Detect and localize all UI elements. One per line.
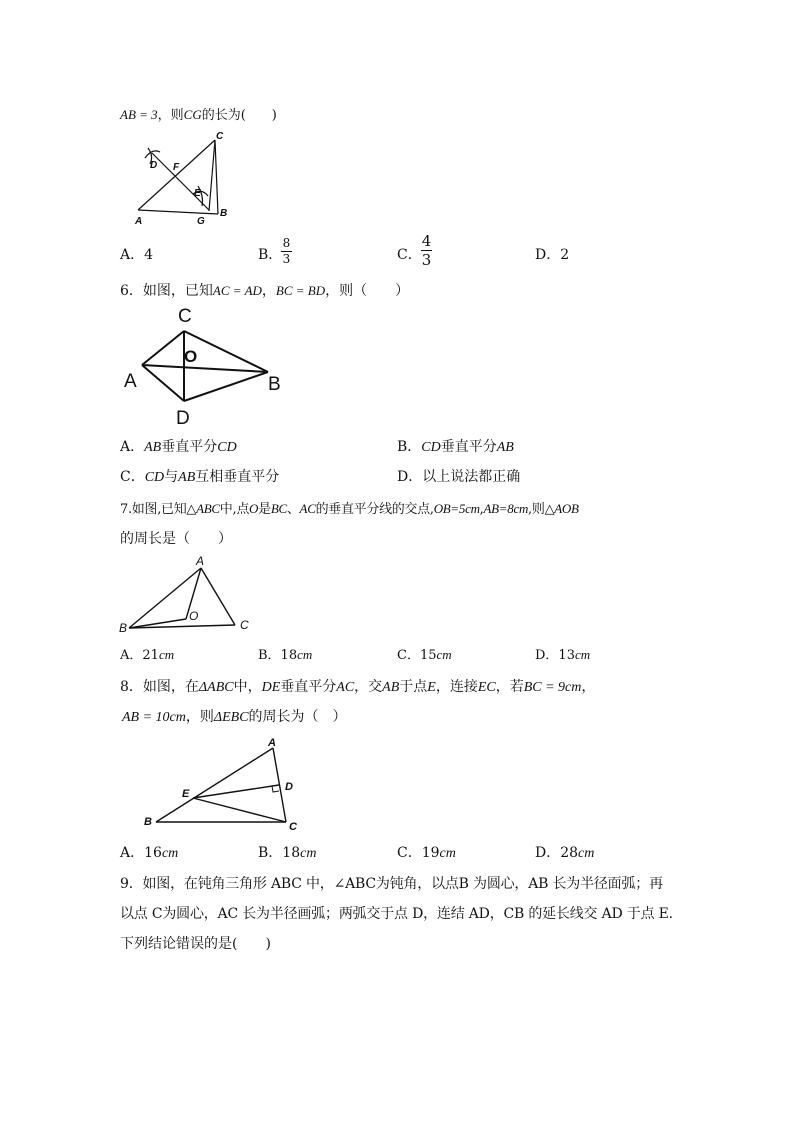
q5-stem-cg: CG xyxy=(183,107,202,122)
q8-label-d: D xyxy=(285,781,293,793)
q5-option-b-label: B． xyxy=(258,247,283,263)
q5-arc-d xyxy=(145,151,160,158)
q8-label-c: C xyxy=(289,821,297,833)
q7-math-abc: ABC xyxy=(196,501,220,516)
q7-text-a: 7.如图,已知△ xyxy=(120,502,197,517)
q6-stem-sep: ， xyxy=(261,283,276,299)
q6-stem-prefix: 6．如图，已知 xyxy=(120,283,213,299)
q5-bisector-line xyxy=(152,153,209,210)
q7-math-bc: BC xyxy=(270,501,287,516)
q7-stem-line2: 的周长是（ ） xyxy=(120,531,232,547)
q6-option-b-text: 垂直平分 xyxy=(440,439,497,455)
q6-option-b-label: B． xyxy=(397,439,422,455)
q7-math-aob: AOB xyxy=(554,501,579,516)
q8-option-c-unit: cm xyxy=(439,846,456,861)
q6-figure xyxy=(118,303,288,428)
q6-option-d: D．以上说法都正确 xyxy=(397,469,521,485)
q6-option-a-math2: CD xyxy=(217,440,237,455)
q8-stem-line1 xyxy=(120,676,595,696)
q7-text-f: , xyxy=(479,502,484,517)
q7-stem-line1 xyxy=(120,498,579,517)
q7-option-b-label: B．18 xyxy=(258,648,298,663)
q5-stem-end: 的长为( ) xyxy=(201,108,277,123)
q5-option-b-fraction xyxy=(281,237,292,266)
q5-side-cb xyxy=(215,140,218,214)
q7-label-b: B xyxy=(119,621,128,635)
q8-option-b-unit: cm xyxy=(300,846,317,861)
q7-math-ac: AC xyxy=(299,501,316,516)
q8-label-a: A xyxy=(268,737,276,749)
q6-option-c-text1: 与 xyxy=(164,469,179,485)
q6-stem-cond2: BC = BD xyxy=(275,283,326,298)
q7-option-b xyxy=(258,644,312,663)
q6-option-c-math2: AB xyxy=(178,470,196,485)
q8-text-c: 垂直平分 xyxy=(280,679,337,695)
q8-label-e: E xyxy=(182,788,190,800)
q5-label-e: E xyxy=(194,188,201,199)
q8-option-b xyxy=(258,842,316,862)
q6-option-c xyxy=(120,466,279,486)
q5-option-c-fraction xyxy=(421,233,432,268)
q6-option-c-label: C． xyxy=(120,469,145,485)
q8-segment-ec xyxy=(193,798,286,822)
q8-math-pt: E xyxy=(427,680,436,695)
q7-label-a: A xyxy=(196,554,205,568)
q8-side-ab xyxy=(156,748,273,822)
q6-diagonal-ab xyxy=(142,365,268,372)
q5-segment-cg xyxy=(209,140,215,211)
q8-math-ab: AB xyxy=(382,680,400,695)
q8-text-2b: 的周长为（ ） xyxy=(248,709,347,725)
q6-stem-end: ，则（ ） xyxy=(325,283,410,299)
q6-side-ac xyxy=(142,331,184,365)
q7-option-c-unit: cm xyxy=(436,647,452,662)
q7-text-c: 是 xyxy=(258,502,271,517)
q8-option-d-unit: cm xyxy=(578,846,595,861)
q8-text-2a: ，则 xyxy=(185,709,214,725)
q8-option-a xyxy=(120,842,178,862)
q7-option-d-label: D．13 xyxy=(535,648,575,663)
q6-option-a-math1: AB xyxy=(144,440,162,455)
q9-stem-line3: 下列结论错误的是( ) xyxy=(120,936,271,952)
q6-stem-cond1: AC = AD xyxy=(212,283,262,298)
q5-option-c xyxy=(397,244,422,264)
q9-stem-line1: 9．如图，在钝角三角形 ABC 中，∠ABC为钝角，以点B 为圆心，AB 长为半径面弧；再 xyxy=(120,876,663,892)
q7-label-c: C xyxy=(240,618,249,632)
q6-option-c-text2: 互相垂直平分 xyxy=(195,469,280,485)
q7-side-ac xyxy=(201,568,235,625)
q8-math-tri2: ΔEBC xyxy=(213,710,249,725)
q8-math-ec: EC xyxy=(477,680,496,695)
q6-option-a-text: 垂直平分 xyxy=(161,439,218,455)
q8-text-g: ，若 xyxy=(495,679,524,695)
q6-label-d: D xyxy=(176,408,190,428)
q8-text-h: ， xyxy=(581,679,596,695)
q7-math-ob: OB=5cm xyxy=(433,501,480,516)
q8-option-a-unit: cm xyxy=(161,846,179,861)
q8-label-b: B xyxy=(144,816,152,828)
q6-option-a xyxy=(120,436,237,456)
q5-stem xyxy=(120,104,277,123)
q7-option-a xyxy=(120,644,174,663)
q8-text-b: 中， xyxy=(233,679,262,695)
q7-option-a-unit: cm xyxy=(158,647,175,662)
q5-label-a: A xyxy=(135,216,143,227)
q5-stem-ab: AB = 3 xyxy=(120,107,158,122)
q6-label-c: C xyxy=(178,306,192,327)
q8-text-a: 8．如图，在 xyxy=(120,679,199,695)
q5-label-c: C xyxy=(216,131,224,142)
q8-text-f: ，连接 xyxy=(435,679,478,695)
q5-label-f: F xyxy=(173,162,180,173)
q6-option-b-math1: CD xyxy=(421,440,441,455)
q7-text-e: 的垂直平分线的交点, xyxy=(315,502,434,517)
q8-segment-ed xyxy=(193,785,279,798)
q6-label-o: O xyxy=(184,347,198,366)
q5-option-a: A．4 xyxy=(120,247,154,263)
q8-option-d-label: D．28 xyxy=(535,845,579,861)
q7-option-c xyxy=(397,644,452,663)
q7-option-c-label: C．15 xyxy=(397,648,437,663)
q7-math-o: O xyxy=(249,501,259,516)
q6-option-c-math1: CD xyxy=(144,470,165,485)
q8-math-de: DE xyxy=(261,680,281,695)
q6-label-b: B xyxy=(268,374,281,395)
q8-right-angle-mark xyxy=(272,786,279,792)
q8-stem-line2 xyxy=(122,706,347,726)
q8-option-a-label: A．16 xyxy=(120,845,162,861)
q8-text-d: ，交 xyxy=(354,679,383,695)
q8-math-ab2: AB = 10cm xyxy=(122,710,186,725)
q5-option-c-num: 4 xyxy=(421,232,432,250)
q8-option-c xyxy=(397,842,456,862)
q6-side-db xyxy=(184,372,268,401)
q6-label-a: A xyxy=(124,371,137,392)
q5-stem-mid: ，则 xyxy=(157,108,184,123)
q6-option-a-label: A． xyxy=(120,439,145,455)
q7-text-g: ,则△ xyxy=(528,502,555,517)
q5-option-b-num: 8 xyxy=(282,236,291,250)
q8-math-bc: BC = 9cm xyxy=(523,680,582,695)
q5-side-ab xyxy=(138,210,218,214)
q5-label-g: G xyxy=(197,216,205,227)
q7-option-b-unit: cm xyxy=(297,647,313,662)
q6-stem xyxy=(120,280,409,300)
q6-option-b xyxy=(397,436,514,456)
q7-option-d xyxy=(535,644,590,663)
q8-text-e: 于点 xyxy=(399,679,428,695)
q8-figure xyxy=(140,734,310,834)
q8-option-c-label: C．19 xyxy=(397,845,440,861)
q5-option-c-den: 3 xyxy=(421,251,432,269)
q5-label-d: D xyxy=(150,160,158,171)
q7-figure xyxy=(117,554,257,636)
q7-option-d-unit: cm xyxy=(574,647,591,662)
q7-text-b: 中,点 xyxy=(219,502,250,517)
q7-label-o: O xyxy=(189,609,199,623)
q7-option-a-label: A．21 xyxy=(120,648,159,663)
q7-math-ab: AB=8cm xyxy=(483,501,529,516)
q8-math-ac: AC xyxy=(336,680,355,695)
q9-stem-line2: 以点 C为圆心，AC 长为半径画弧；两弧交于点 D，连结 AD，CB 的延长线交 AD 于点 E. xyxy=(120,906,673,922)
q8-option-b-label: B．18 xyxy=(258,845,301,861)
q5-option-d: D．2 xyxy=(535,247,570,263)
q7-text-d: 、 xyxy=(286,502,300,517)
q5-option-b xyxy=(258,244,282,264)
q5-label-b: B xyxy=(220,208,228,219)
q6-option-b-math2: AB xyxy=(496,440,514,455)
q6-side-ad xyxy=(142,365,184,401)
q8-math-tri: ΔABC xyxy=(198,680,234,695)
q8-option-d xyxy=(535,842,594,862)
q5-figure xyxy=(130,128,240,228)
q5-option-b-den: 3 xyxy=(282,252,291,266)
q5-option-c-label: C． xyxy=(397,247,422,263)
